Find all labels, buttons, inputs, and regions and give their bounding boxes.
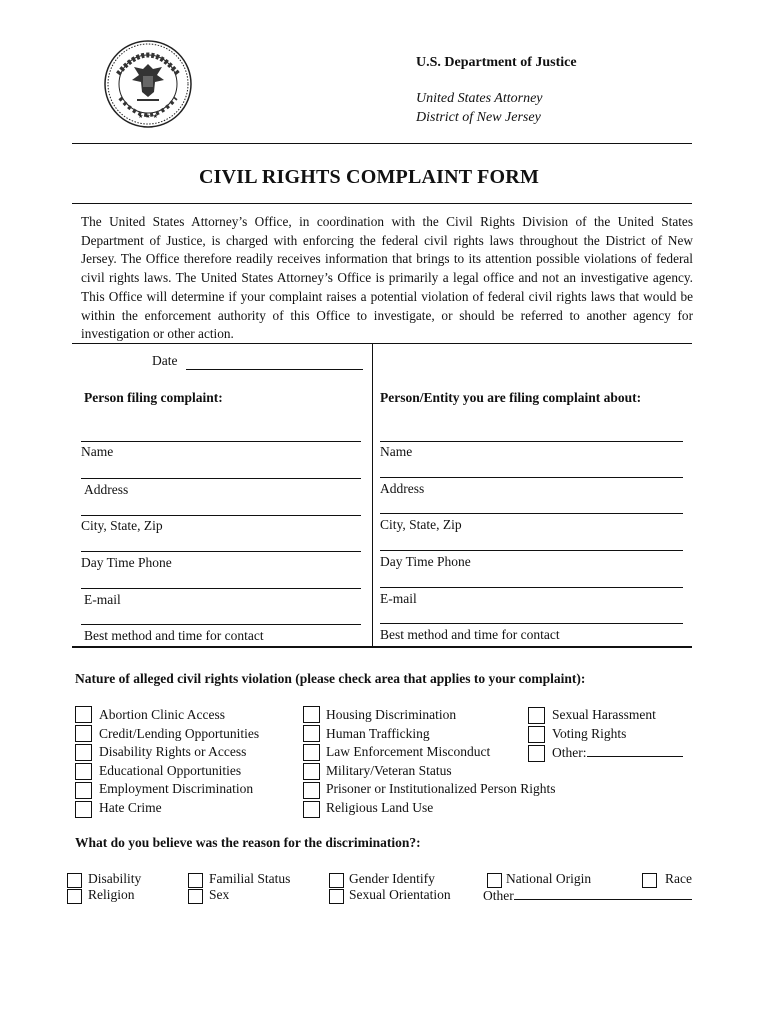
reason-other-label: Other [483, 888, 514, 903]
reason-label: Disability [88, 871, 142, 886]
checkbox-religion[interactable] [67, 889, 82, 904]
checkbox-sex[interactable] [188, 889, 203, 904]
filer-city-label: City, State, Zip [81, 518, 163, 533]
filer-phone-field[interactable] [81, 551, 361, 552]
checkbox-familial-status[interactable] [188, 873, 203, 888]
checkbox-credit-lending[interactable] [75, 725, 92, 742]
department-name: U.S. Department of Justice [416, 55, 577, 70]
form-title: CIVIL RIGHTS COMPLAINT FORM [198, 166, 540, 188]
contact-bottom-rule [72, 646, 692, 648]
option-label: Sexual Harassment [552, 707, 656, 722]
subject-phone-label: Day Time Phone [380, 554, 471, 569]
checkbox-other[interactable] [528, 745, 545, 762]
reason-label: Race [665, 871, 692, 886]
checkbox-disability[interactable] [67, 873, 82, 888]
subject-contact-field[interactable] [380, 623, 683, 624]
checkbox-educational[interactable] [75, 763, 92, 780]
option-label: Hate Crime [99, 799, 162, 815]
filer-email-label: E-mail [84, 592, 121, 607]
filer-name-field[interactable] [81, 441, 361, 442]
svg-text:★ ★ ★: ★ ★ ★ [138, 113, 158, 120]
seal-icon [104, 40, 192, 128]
reason-label: Sexual Orientation [349, 887, 451, 902]
violation-column-1 [99, 706, 259, 817]
checkbox-housing[interactable] [303, 706, 320, 723]
office-line-2: District of New Jersey [416, 110, 541, 125]
subject-name-field[interactable] [380, 441, 683, 442]
checkbox-gender-identify[interactable] [329, 873, 344, 888]
violation-heading: Nature of alleged civil rights violation (please check area that applies to your complaint): [75, 671, 586, 686]
intro-top-rule [72, 203, 692, 204]
subject-city-field[interactable] [380, 513, 683, 514]
subject-city-label: City, State, Zip [380, 517, 462, 532]
reason-label: Religion [88, 887, 135, 902]
checkbox-prisoner-rights[interactable] [303, 782, 320, 799]
option-label: Abortion Clinic Access [99, 707, 225, 722]
subject-email-field[interactable] [380, 587, 683, 588]
checkbox-sexual-orientation[interactable] [329, 889, 344, 904]
date-label: Date [152, 353, 178, 368]
date-field[interactable] [186, 369, 363, 370]
filer-address-field[interactable] [81, 478, 361, 479]
reason-label: Gender Identify [349, 871, 435, 886]
intro-paragraph: The United States Attorney’s Office, in coordination with the Civil Rights Division of the United States Department of Justice, is charged with enforcing the federal civil rights laws throughout the District of New Jersey. The Office therefore readily receives information that brings to its attention possible violations of federal civil rights laws. The United States Attorney’s Office is primarily a legal office and not an investigative agency. This Office will determine if your complaint raises a potential violation of federal civil rights laws that would be within the enforcement authority of this Office to investigate, or should be referred to another agency for investigation or other action. [81, 214, 693, 342]
subject-name-label: Name [380, 444, 413, 459]
option-label: Voting Rights [552, 725, 627, 741]
reason-heading: What do you believe was the reason for the discrimination?: [75, 835, 421, 850]
option-label: Educational Opportunities [99, 762, 242, 778]
option-label: Housing Discrimination [326, 707, 457, 722]
reason-label: National Origin [506, 871, 592, 886]
checkbox-law-enforcement[interactable] [303, 744, 320, 761]
option-label: Other: [552, 745, 587, 760]
subject-phone-field[interactable] [380, 550, 683, 551]
filer-city-field[interactable] [81, 515, 361, 516]
option-label: Employment Discrimination [99, 781, 254, 796]
option-label: Religious Land Use [326, 799, 434, 815]
office-line-1: United States Attorney [416, 91, 543, 106]
checkbox-voting-rights[interactable] [528, 726, 545, 743]
checkbox-hate-crime[interactable] [75, 801, 92, 818]
subject-address-label: Address [380, 481, 425, 496]
other-violation-field[interactable] [587, 743, 683, 757]
checkbox-human-trafficking[interactable] [303, 725, 320, 742]
option-label: Prisoner or Institutionalized Person Rights [326, 781, 556, 796]
subject-heading: Person/Entity you are filing complaint about: [380, 390, 642, 405]
filer-phone-label: Day Time Phone [81, 555, 172, 570]
other-reason-field[interactable] [514, 886, 692, 900]
doj-seal [104, 40, 192, 128]
reason-other [483, 886, 692, 906]
header-divider [72, 143, 692, 144]
checkbox-sexual-harassment[interactable] [528, 707, 545, 724]
option-label: Human Trafficking [326, 725, 430, 741]
filer-contact-label: Best method and time for contact [84, 628, 264, 643]
option-label: Law Enforcement Misconduct [326, 744, 491, 759]
filer-address-label: Address [84, 482, 129, 497]
option-label: Disability Rights or Access [99, 744, 247, 759]
reason-label: Familial Status [209, 871, 291, 886]
checkbox-religious-land-use[interactable] [303, 801, 320, 818]
subject-email-label: E-mail [380, 591, 417, 606]
subject-address-field[interactable] [380, 477, 683, 478]
filer-name-label: Name [81, 444, 114, 459]
violation-column-3 [552, 706, 683, 762]
filer-contact-field[interactable] [81, 624, 361, 625]
checkbox-military-veteran[interactable] [303, 763, 320, 780]
intro-bottom-rule [72, 343, 692, 344]
reason-label: Sex [209, 887, 230, 902]
checkbox-employment[interactable] [75, 782, 92, 799]
column-divider [372, 343, 373, 647]
checkbox-disability-rights[interactable] [75, 744, 92, 761]
option-label: Military/Veteran Status [326, 762, 452, 778]
filer-heading: Person filing complaint: [84, 390, 223, 405]
subject-contact-label: Best method and time for contact [380, 627, 560, 642]
filer-email-field[interactable] [81, 588, 361, 589]
checkbox-abortion-clinic-access[interactable] [75, 706, 92, 723]
option-label: Credit/Lending Opportunities [99, 725, 260, 741]
violation-column-2 [326, 706, 555, 817]
